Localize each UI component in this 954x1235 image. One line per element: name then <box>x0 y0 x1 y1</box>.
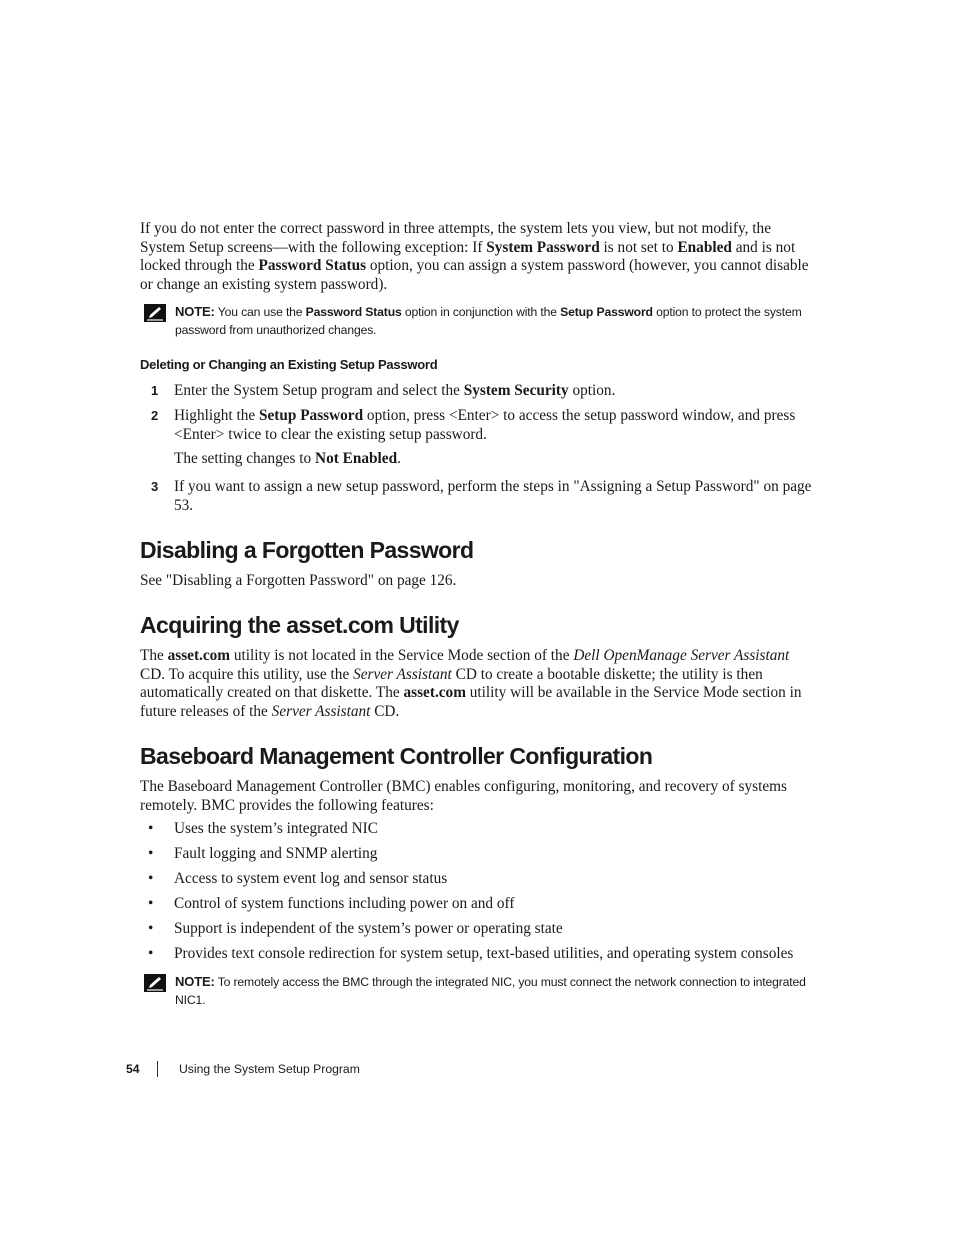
note-text: NOTE: You can use the Password Status option in conjunction with the Setup Password option to protect the system password from unauthorized changes. <box>175 304 802 337</box>
note-text: NOTE: To remotely access the BMC through the integrated NIC, you must connect the network connection to integrated NIC1. <box>175 974 806 1007</box>
section3-paragraph <box>140 778 815 815</box>
section1-paragraph <box>140 572 815 591</box>
section2-text: The asset.com utility is not located in the Service Mode section of the Dell OpenManage Server Assistant CD. To acquire this utility, use the Server Assistant CD to create a bootable diskette; the utility is then automatically created on that diskette. The asset.com utility will be available in the Service Mode section in future releases of the Server Assistant CD. <box>140 647 802 721</box>
bullet-icon: • <box>148 820 154 837</box>
footer-chapter-title: Using the System Setup Program <box>179 1062 360 1076</box>
page-number: 54 <box>126 1062 140 1076</box>
note-password-status <box>140 303 820 339</box>
note-pencil-icon <box>144 304 166 322</box>
list-item: • Support is independent of the system’s power or operating state <box>148 920 563 937</box>
step-number: 2 <box>151 408 159 423</box>
list-item: • Access to system event log and sensor status <box>148 870 448 887</box>
password-status-term: Password Status <box>258 257 367 275</box>
step-1 <box>140 382 820 401</box>
step-text: Enter the System Setup program and select the System Security option. <box>174 382 616 399</box>
list-item: • Provides text console redirection for system setup, text-based utilities, and operating system consoles <box>148 945 794 962</box>
bmc-feature-list <box>140 820 830 970</box>
list-item: • Control of system functions including power on and off <box>148 895 515 912</box>
section3-text: The Baseboard Management Controller (BMC) enables configuring, monitoring, and recovery of systems remotely. BMC provides the following features: <box>140 778 787 814</box>
step-result-text: The setting changes to Not Enabled. <box>174 450 401 467</box>
heading-bmc-configuration: Baseboard Management Controller Configuration <box>140 743 653 769</box>
bullet-icon: • <box>148 845 154 862</box>
heading-acquiring-asset-com: Acquiring the asset.com Utility <box>140 612 459 638</box>
step-text: Highlight the Setup Password option, press <Enter> to access the setup password window, and press <Enter> twice to clear the existing setup password. <box>174 407 796 443</box>
step-number: 3 <box>151 479 159 494</box>
step-3 <box>140 478 820 515</box>
list-item: • Uses the system’s integrated NIC <box>148 820 378 837</box>
step-text: If you want to assign a new setup password, perform the steps in "Assigning a Setup Password" on page 53. <box>174 478 812 514</box>
bullet-icon: • <box>148 920 154 937</box>
note-bmc-nic <box>140 973 820 1009</box>
step-2 <box>140 407 820 444</box>
bullet-icon: • <box>148 870 154 887</box>
heading-disabling-forgotten-password: Disabling a Forgotten Password <box>140 537 474 563</box>
section2-paragraph <box>140 647 815 722</box>
step-number: 1 <box>151 383 159 398</box>
bullet-icon: • <box>148 895 154 912</box>
note-label: NOTE: <box>175 304 215 319</box>
step-2-result <box>140 450 820 469</box>
intro-paragraph <box>140 220 815 295</box>
subheading-delete-setup-password: Deleting or Changing an Existing Setup Password <box>140 357 438 372</box>
section1-text: See "Disabling a Forgotten Password" on page 126. <box>140 572 457 589</box>
note-label: NOTE: <box>175 974 215 989</box>
system-password-term: System Password <box>486 238 600 256</box>
footer-divider <box>157 1061 158 1077</box>
note-pencil-icon <box>144 974 166 992</box>
enabled-term: Enabled <box>677 238 732 256</box>
bullet-icon: • <box>148 945 154 962</box>
intro-text: If you do not enter the correct password in three attempts, the system lets you view, but not modify, the System Setup screens—with the following exception: If System Password is not set to Enabled and is not locked through the Password Status option, you can assign a system password (however, you cannot disable or change an existing system password). <box>140 220 809 294</box>
list-item: • Fault logging and SNMP alerting <box>148 845 378 862</box>
